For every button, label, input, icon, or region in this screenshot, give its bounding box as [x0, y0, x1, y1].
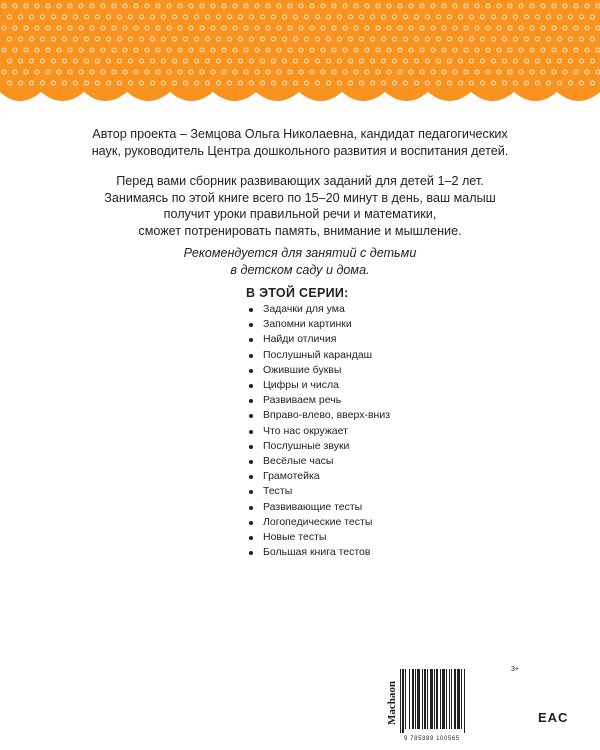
series-list-item: Найди отличия [248, 332, 390, 347]
series-list-item: Весёлые часы [248, 454, 390, 469]
series-list-item: Тесты [248, 484, 390, 499]
series-list [248, 302, 390, 560]
isbn-digits: 9 785389 100565 [404, 736, 460, 742]
series-list-item: Запомни картинки [248, 317, 390, 332]
intro-paragraph [60, 173, 540, 239]
series-list-item: Логопедические тесты [248, 515, 390, 530]
series-list-item: Цифры и числа [248, 378, 390, 393]
recommendation-line: в детском саду и дома. [230, 262, 370, 277]
intro-line: Занимаясь по этой книге всего по 15–20 минут в день, ваш малыш [104, 190, 496, 205]
series-list-item: Ожившие буквы [248, 363, 390, 378]
series-list-item: Грамотейка [248, 469, 390, 484]
series-heading: В ЭТОЙ СЕРИИ: [246, 286, 349, 300]
series-list-item: Развиваем речь [248, 393, 390, 408]
decorative-banner [0, 0, 600, 112]
recommendation-paragraph [60, 245, 540, 278]
author-line: наук, руководитель Центра дошкольного развития и воспитания детей. [91, 143, 509, 158]
age-rating-mark: 3+ [511, 666, 519, 673]
author-line: Автор проекта – Земцова Ольга Николаевна, кандидат педагогических [92, 127, 508, 141]
series-list-item: Новые тесты [248, 530, 390, 545]
series-list-item: Развивающие тесты [248, 500, 390, 515]
isbn-barcode [398, 667, 513, 735]
eac-certification-mark: EAC [538, 710, 569, 725]
barcode-icon [398, 667, 508, 735]
series-list-item: Послушный карандаш [248, 348, 390, 363]
series-list-item: Послушные звуки [248, 439, 390, 454]
publisher-logo [386, 673, 398, 733]
intro-line: сможет потренировать память, внимание и мышление. [138, 223, 462, 238]
author-paragraph [60, 126, 540, 159]
intro-line: Перед вами сборник развивающих заданий для детей 1–2 лет. [116, 174, 484, 188]
series-list-item: Большая книга тестов [248, 545, 390, 560]
series-list-item: Вправо-влево, вверх-вниз [248, 408, 390, 423]
intro-line: получит уроки правильной речи и математики, [163, 207, 437, 221]
series-list-item: Задачки для ума [248, 302, 390, 317]
series-list-item: Что нас окружает [248, 424, 390, 439]
recommendation-line: Рекомендуется для занятий с детьми [183, 246, 417, 260]
publisher-logo-text: Machaon [386, 681, 398, 725]
